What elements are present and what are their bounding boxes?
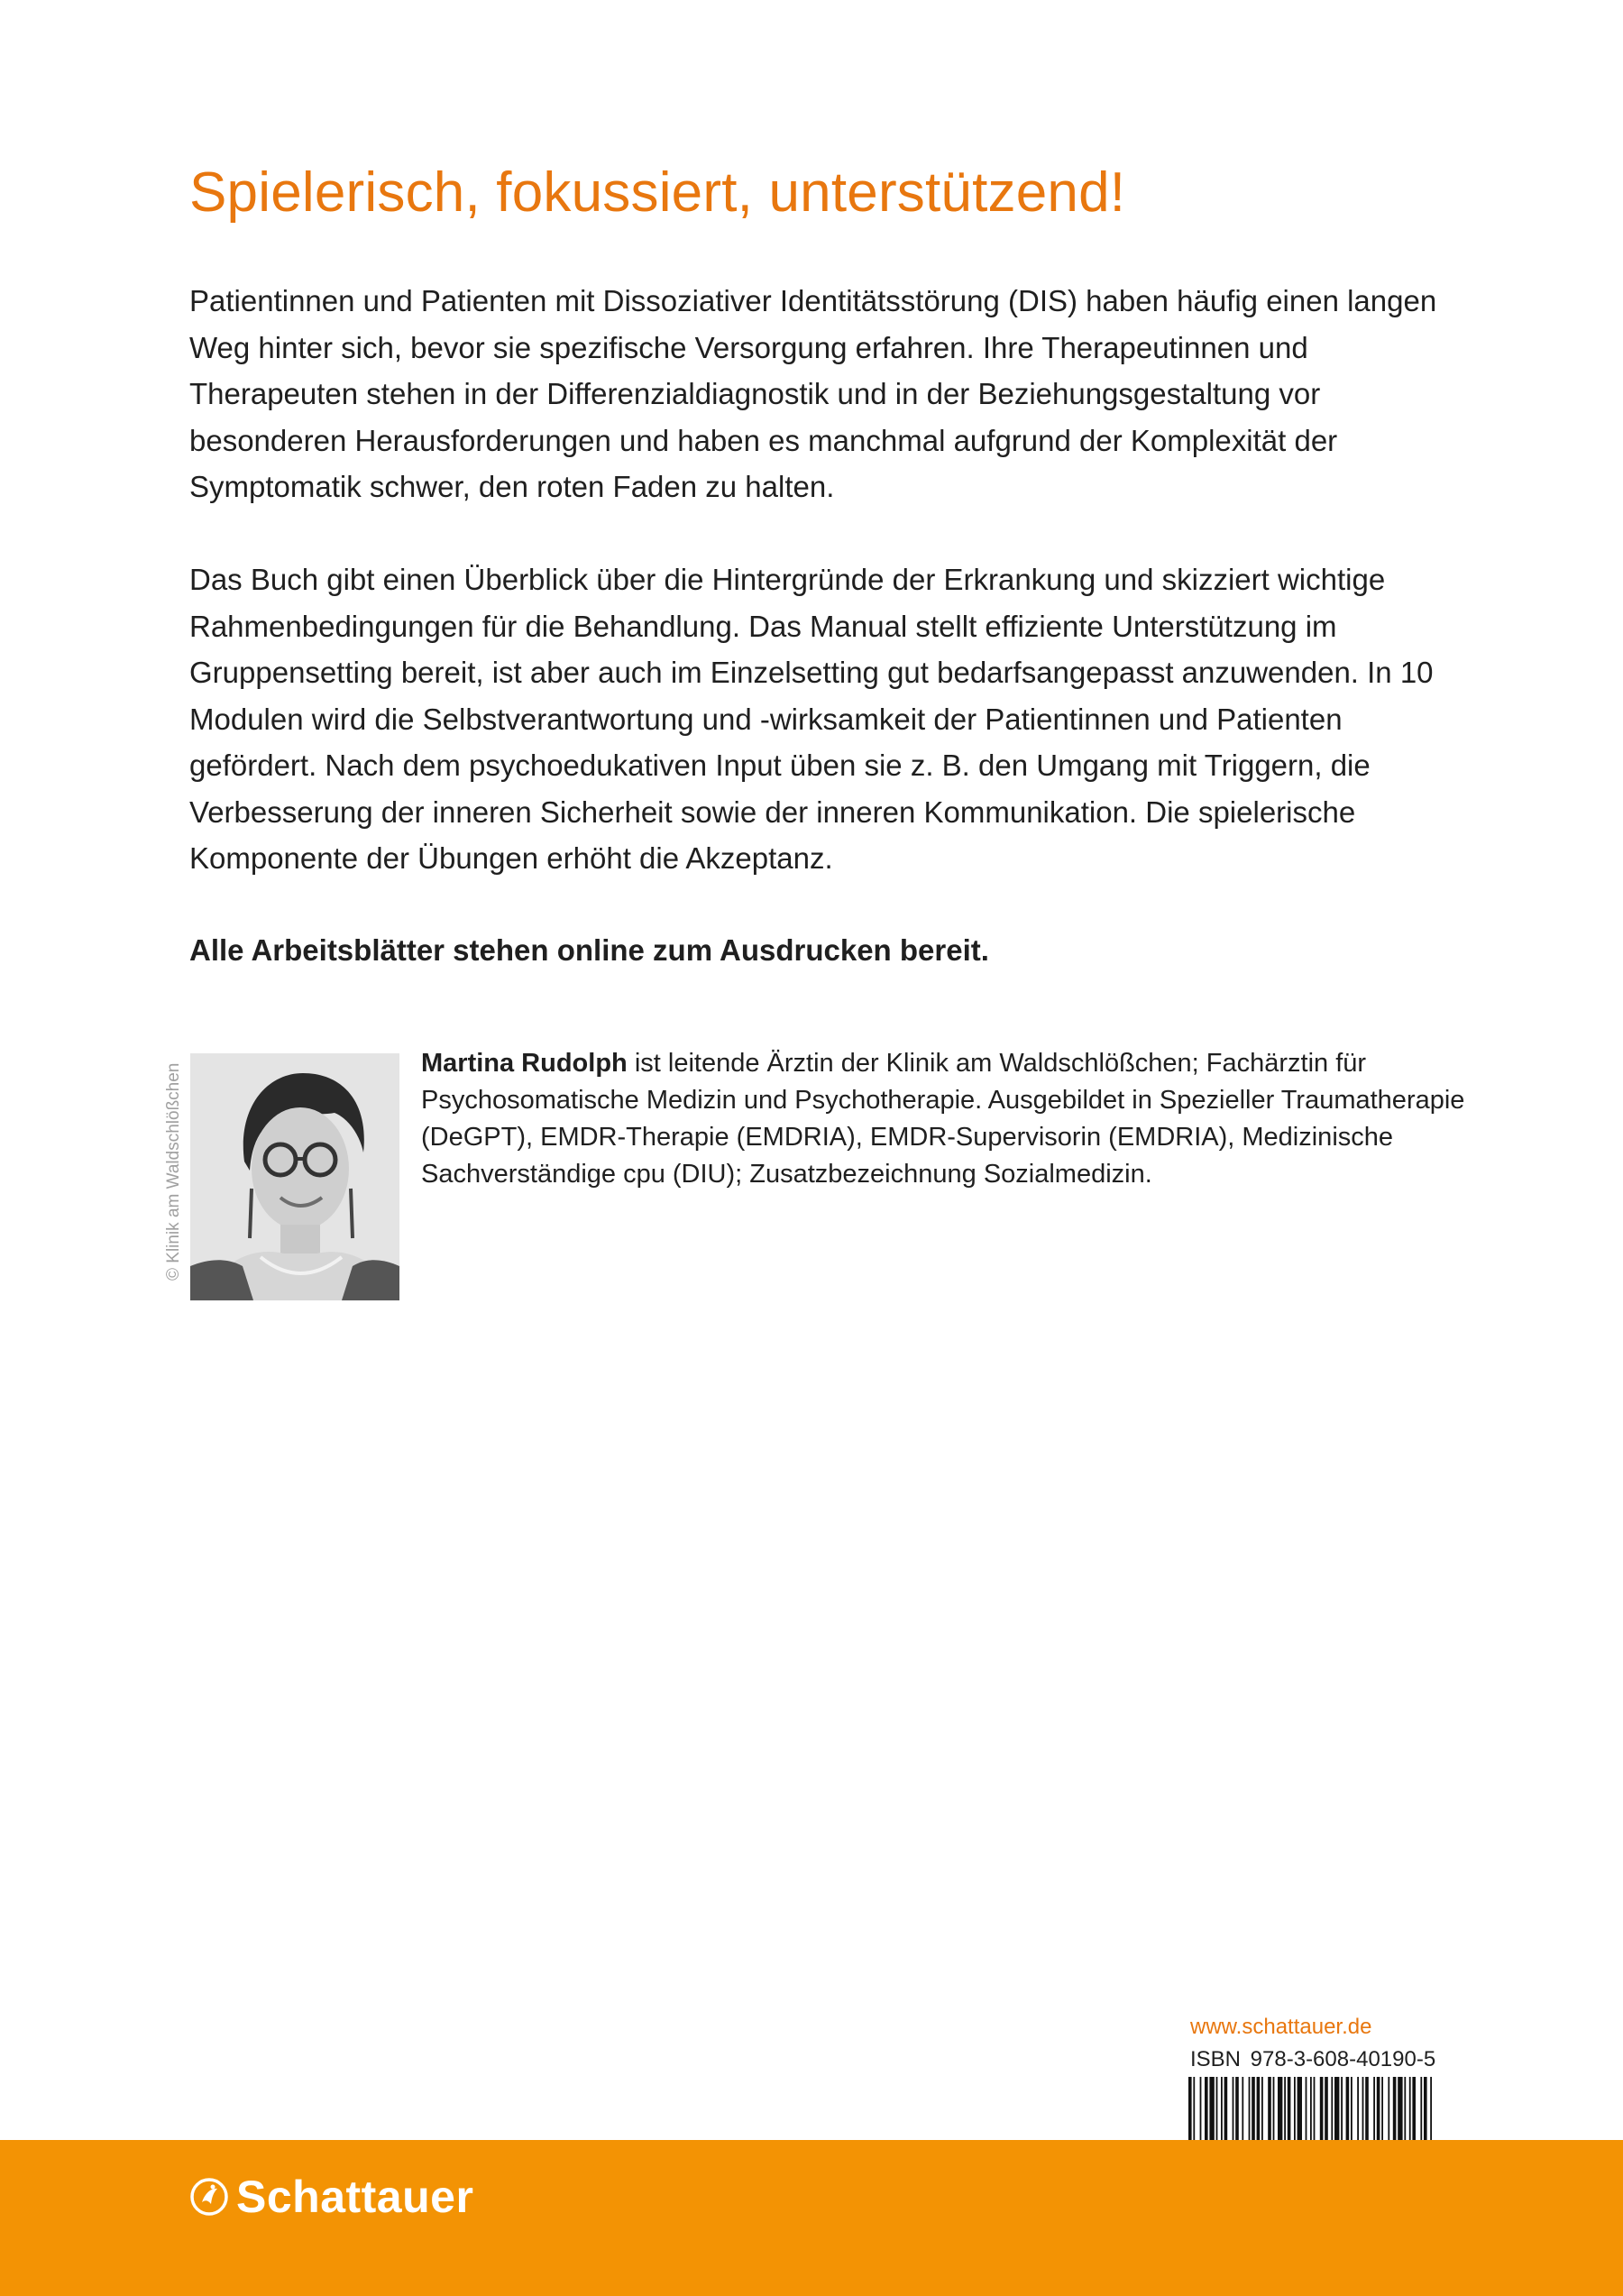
barcode-bar bbox=[1314, 2077, 1316, 2140]
barcode-bar bbox=[1351, 2077, 1352, 2140]
barcode-bar bbox=[1200, 2077, 1202, 2140]
barcode-bar bbox=[1233, 2077, 1234, 2140]
barcode-bar bbox=[1404, 2077, 1406, 2140]
author-portrait-image bbox=[190, 1053, 399, 1300]
photo-credit bbox=[166, 1064, 184, 1300]
barcode-bar bbox=[1398, 2077, 1402, 2140]
barcode-bar bbox=[1288, 2077, 1291, 2140]
publisher-logo bbox=[189, 2173, 473, 2220]
isbn-barcode bbox=[1188, 2077, 1434, 2140]
author-bio-text: ist leitende Ärztin der Klinik am Waldschlößchen; Fachärztin für Psychosomatische Medizin und Psychotherapie. Ausgebildet in Spezieller Traumatherapie (DeGPT), EMDR-Therapie (EMDRIA), EMDR-Supervisorin (EMDRIA), Medizinische Sachverständige cpu (DIU); Zusatzbezeichnung Sozialmedizin. bbox=[421, 1049, 1465, 1189]
intro-paragraph: Patientinnen und Patienten mit Dissoziativer Identitätsstörung (DIS) haben häufig einen langen Weg hinter sich, bevor sie spezifische Versorgung erfahren. Ihre Therapeutinnen und Therapeuten stehen in der Differenzialdiagnostik und in der Beziehungsgestaltung vor besonderen Herausforderungen und haben es manchmal aufgrund der Komplexität der Symptomatik schwer, den roten Faden zu halten. bbox=[189, 284, 1437, 503]
barcode-bar bbox=[1261, 2077, 1263, 2140]
barcode-bar bbox=[1331, 2077, 1333, 2140]
barcode-bar bbox=[1325, 2077, 1328, 2140]
barcode-bar bbox=[1430, 2077, 1432, 2140]
barcode-bar bbox=[1193, 2077, 1195, 2140]
barcode-bar bbox=[1334, 2077, 1339, 2140]
barcode-bar bbox=[1377, 2077, 1380, 2140]
barcode-bar bbox=[1393, 2077, 1397, 2140]
barcode-bar bbox=[1409, 2077, 1411, 2140]
barcode-bar bbox=[1188, 2077, 1192, 2140]
barcode-bar bbox=[1252, 2077, 1255, 2140]
online-worksheets-note: Alle Arbeitsblätter stehen online zum Ausdrucken bereit. bbox=[189, 933, 989, 967]
barcode-bar bbox=[1420, 2077, 1422, 2140]
barcode-bar bbox=[1424, 2077, 1427, 2140]
barcode-bar bbox=[1320, 2077, 1324, 2140]
schattauer-logo-icon bbox=[189, 2177, 229, 2217]
barcode-bar bbox=[1278, 2077, 1282, 2140]
barcode-bar bbox=[1341, 2077, 1343, 2140]
barcode-bar bbox=[1357, 2077, 1359, 2140]
barcode-bar bbox=[1381, 2077, 1383, 2140]
barcode-bar bbox=[1205, 2077, 1208, 2140]
barcode-bar bbox=[1249, 2077, 1251, 2140]
barcode-bar bbox=[1365, 2077, 1369, 2140]
barcode-bar bbox=[1284, 2077, 1286, 2140]
barcode-bar bbox=[1362, 2077, 1364, 2140]
page-title: Spielerisch, fokussiert, unterstützend! bbox=[189, 161, 1126, 224]
barcode-bar bbox=[1297, 2077, 1302, 2140]
barcode-bar bbox=[1306, 2077, 1307, 2140]
barcode-bar bbox=[1209, 2077, 1214, 2140]
barcode-bar bbox=[1346, 2077, 1350, 2140]
barcode-bar bbox=[1268, 2077, 1271, 2140]
description-paragraph: Das Buch gibt einen Überblick über die Hintergründe der Erkrankung und skizziert wichtige Rahmenbedingungen für die Behandlung. Das Manual stellt effiziente Unterstützung im Gruppensetting bereit, ist aber auch im Einzelsetting gut bedarfsangepasst anzuwenden. In 10 Modulen wird die Selbstverantwortung und -wirksamkeit der Patientinnen und Patienten gefördert. Nach dem psychoedukativen Input üben sie z. B. den Umgang mit Triggern, die Verbesserung der inneren Sicherheit sowie der inneren Kommunikation. Die spielerische Komponente der Übungen erhöht die Akzeptanz. bbox=[189, 563, 1434, 875]
barcode-bar bbox=[1294, 2077, 1296, 2140]
publisher-name: Schattauer bbox=[236, 2172, 474, 2222]
barcode-bar bbox=[1310, 2077, 1312, 2140]
publisher-website-link[interactable]: www.schattauer.de bbox=[1190, 2015, 1372, 2039]
barcode-bar bbox=[1221, 2077, 1223, 2140]
barcode-bar bbox=[1257, 2077, 1261, 2140]
barcode-bar bbox=[1242, 2077, 1243, 2140]
barcode-bar bbox=[1216, 2077, 1218, 2140]
author-name: Martina Rudolph bbox=[421, 1049, 628, 1078]
barcode-bar bbox=[1373, 2077, 1375, 2140]
photo-credit-text: © Klinik am Waldschlößchen bbox=[164, 1062, 183, 1281]
author-photo bbox=[190, 1053, 399, 1300]
barcode-bar bbox=[1273, 2077, 1275, 2140]
isbn-number: ISBN 978-3-608-40190-5 bbox=[1190, 2047, 1436, 2071]
barcode-bar bbox=[1235, 2077, 1239, 2140]
barcode-bar bbox=[1388, 2077, 1389, 2140]
barcode-bar bbox=[1412, 2077, 1416, 2140]
barcode-bar bbox=[1224, 2077, 1228, 2140]
author-bio bbox=[421, 1045, 1467, 1193]
